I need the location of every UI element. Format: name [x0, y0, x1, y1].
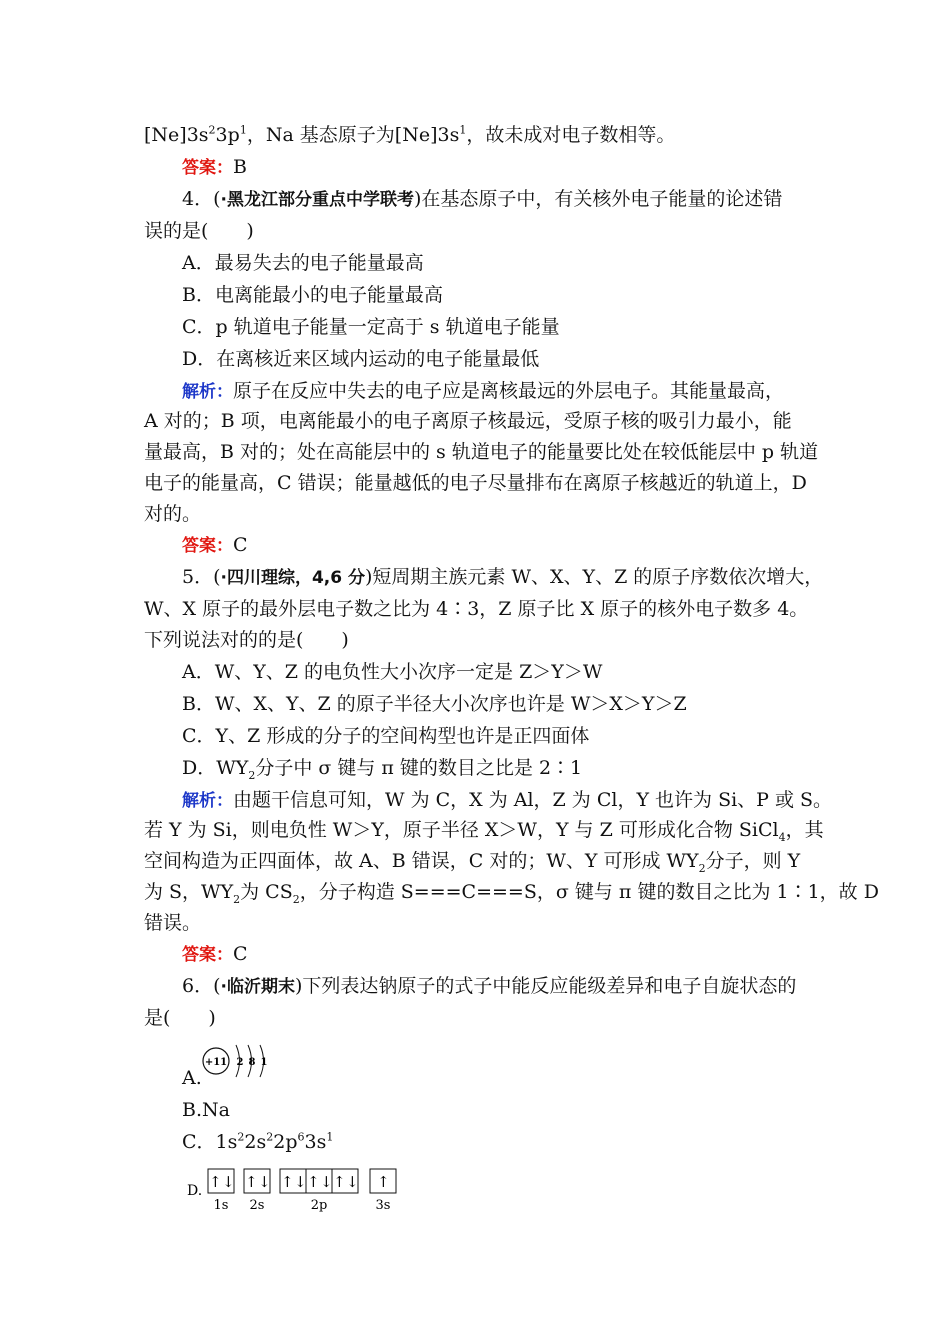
- spin-up-arrow: ↑: [281, 1173, 294, 1191]
- shell-electron-count: 8: [248, 1057, 256, 1068]
- option-d-label: D.: [187, 1183, 203, 1199]
- option-b: B.Na: [182, 1099, 230, 1121]
- explanation-line: 错误。: [144, 912, 202, 934]
- explanation-line: A 对的；B 项，电离能最小的电子离原子核最远，受原子核的吸引力最小，能: [144, 410, 792, 432]
- orbital-label: 3s: [375, 1198, 391, 1213]
- explanation-line: 对的。: [144, 503, 202, 525]
- spin-up-arrow: ↑: [377, 1173, 390, 1191]
- spin-up-arrow: ↑: [245, 1173, 258, 1191]
- option-b: B．电离能最小的电子能量最高: [182, 284, 443, 306]
- option-c: C．p 轨道电子能量一定高于 s 轨道电子能量: [182, 316, 560, 338]
- question-5-stem: 5．(·四川理综，4,6 分)短周期主族元素 W、X、Y、Z 的原子序数依次增大，: [182, 566, 824, 588]
- explanation-line: 若 Y 为 Si，则电负性 W＞Y，原子半径 X＞W，Y 与 Z 可形成化合物 SiCl$_4$，其: [144, 819, 824, 844]
- question-source: ·临沂期末: [220, 977, 295, 997]
- text-line: $[Ne]3s^23p^1$，Na 基态原子为$[Ne]3s^1$，故未成对电子数相等。: [144, 123, 676, 146]
- option-c: C．Y、Z 形成的分子的空间构型也许是正四面体: [182, 725, 590, 747]
- question-5-stem-cont: W、X 原子的最外层电子数之比为 4∶3，Z 原子比 X 原子的核外电子数多 4。: [144, 598, 809, 620]
- orbital-label: 2s: [249, 1198, 265, 1213]
- option-a: A.: [182, 1067, 202, 1089]
- orbital-label: 2p: [310, 1198, 328, 1213]
- explanation-line: 电子的能量高，C 错误；能量越低的电子尽量排布在离原子核越近的轨道上，D: [144, 472, 807, 494]
- orbital-diagram: [184, 1164, 404, 1214]
- explanation-line: 解析：原子在反应中失去的电子应是离核最远的外层电子。其能量最高，: [182, 380, 785, 402]
- question-source: ·黑龙江部分重点中学联考: [220, 190, 414, 210]
- question-6-stem-cont: 是( ): [144, 1007, 216, 1029]
- option-d: D．$WY_2$分子中 σ 键与 π 键的数目之比是 2∶1: [182, 757, 583, 782]
- option-b: B．W、X、Y、Z 的原子半径大小次序也许是 W＞X＞Y＞Z: [182, 693, 687, 715]
- spin-down-arrow: ↓: [222, 1173, 235, 1191]
- question-4-stem-cont: 误的是( ): [144, 220, 254, 242]
- explanation-line: 空间构造为正四面体，故 A、B 错误，C 对的；W、Y 可形成 $WY_2$分子，则 Y: [144, 850, 801, 875]
- answer-line: 答案：B: [182, 156, 247, 178]
- answer-line: 答案：C: [182, 534, 248, 556]
- option-d: D．在离核近来区域内运动的电子能量最低: [182, 348, 540, 370]
- spin-down-arrow: ↓: [294, 1173, 307, 1191]
- answer-label: 答案：: [182, 536, 233, 556]
- atom-structure-diagram: [200, 1040, 275, 1082]
- answer-label: 答案：: [182, 945, 233, 965]
- shell-electron-count: 2: [236, 1057, 244, 1068]
- spin-down-arrow: ↓: [346, 1173, 359, 1191]
- answer-line: 答案：C: [182, 943, 248, 965]
- option-a: A．W、Y、Z 的电负性大小次序一定是 Z＞Y＞W: [182, 661, 603, 683]
- option-a: A．最易失去的电子能量最高: [182, 252, 424, 274]
- explanation-label: 解析：: [182, 382, 233, 402]
- spin-up-arrow: ↑: [209, 1173, 222, 1191]
- explanation-line: 量最高，B 对的；处在高能层中的 s 轨道电子的能量要比处在较低能层中 p 轨道: [144, 441, 819, 463]
- explanation-line: 解析：由题干信息可知，W 为 C，X 为 Al，Z 为 Cl，Y 也许为 Si、P 或 S。: [182, 789, 833, 811]
- spin-down-arrow: ↓: [258, 1173, 271, 1191]
- spin-up-arrow: ↑: [307, 1173, 320, 1191]
- option-c: C．$1s^22s^22p^63s^1$: [182, 1130, 334, 1153]
- question-5-stem-cont: 下列说法对的的是( ): [144, 629, 349, 651]
- answer-label: 答案：: [182, 158, 233, 178]
- shell-electron-count: 1: [260, 1057, 268, 1068]
- explanation-label: 解析：: [182, 791, 233, 811]
- orbital-label: 1s: [213, 1198, 229, 1213]
- spin-down-arrow: ↓: [320, 1173, 333, 1191]
- question-6-stem: 6．(·临沂期末)下列表达钠原子的式子中能反应能级差异和电子自旋状态的: [182, 975, 797, 997]
- nucleus-charge: +11: [204, 1057, 228, 1068]
- explanation-line: 为 S，$WY_2$为 $CS_2$，分子构造 S===C===S，σ 键与 π 键的数目之比为 1∶1，故 D: [144, 881, 879, 906]
- question-4-stem: 4．(·黑龙江部分重点中学联考)在基态原子中，有关核外电子能量的论述错: [182, 188, 783, 210]
- spin-up-arrow: ↑: [333, 1173, 346, 1191]
- question-source: ·四川理综，4,6 分: [220, 568, 366, 588]
